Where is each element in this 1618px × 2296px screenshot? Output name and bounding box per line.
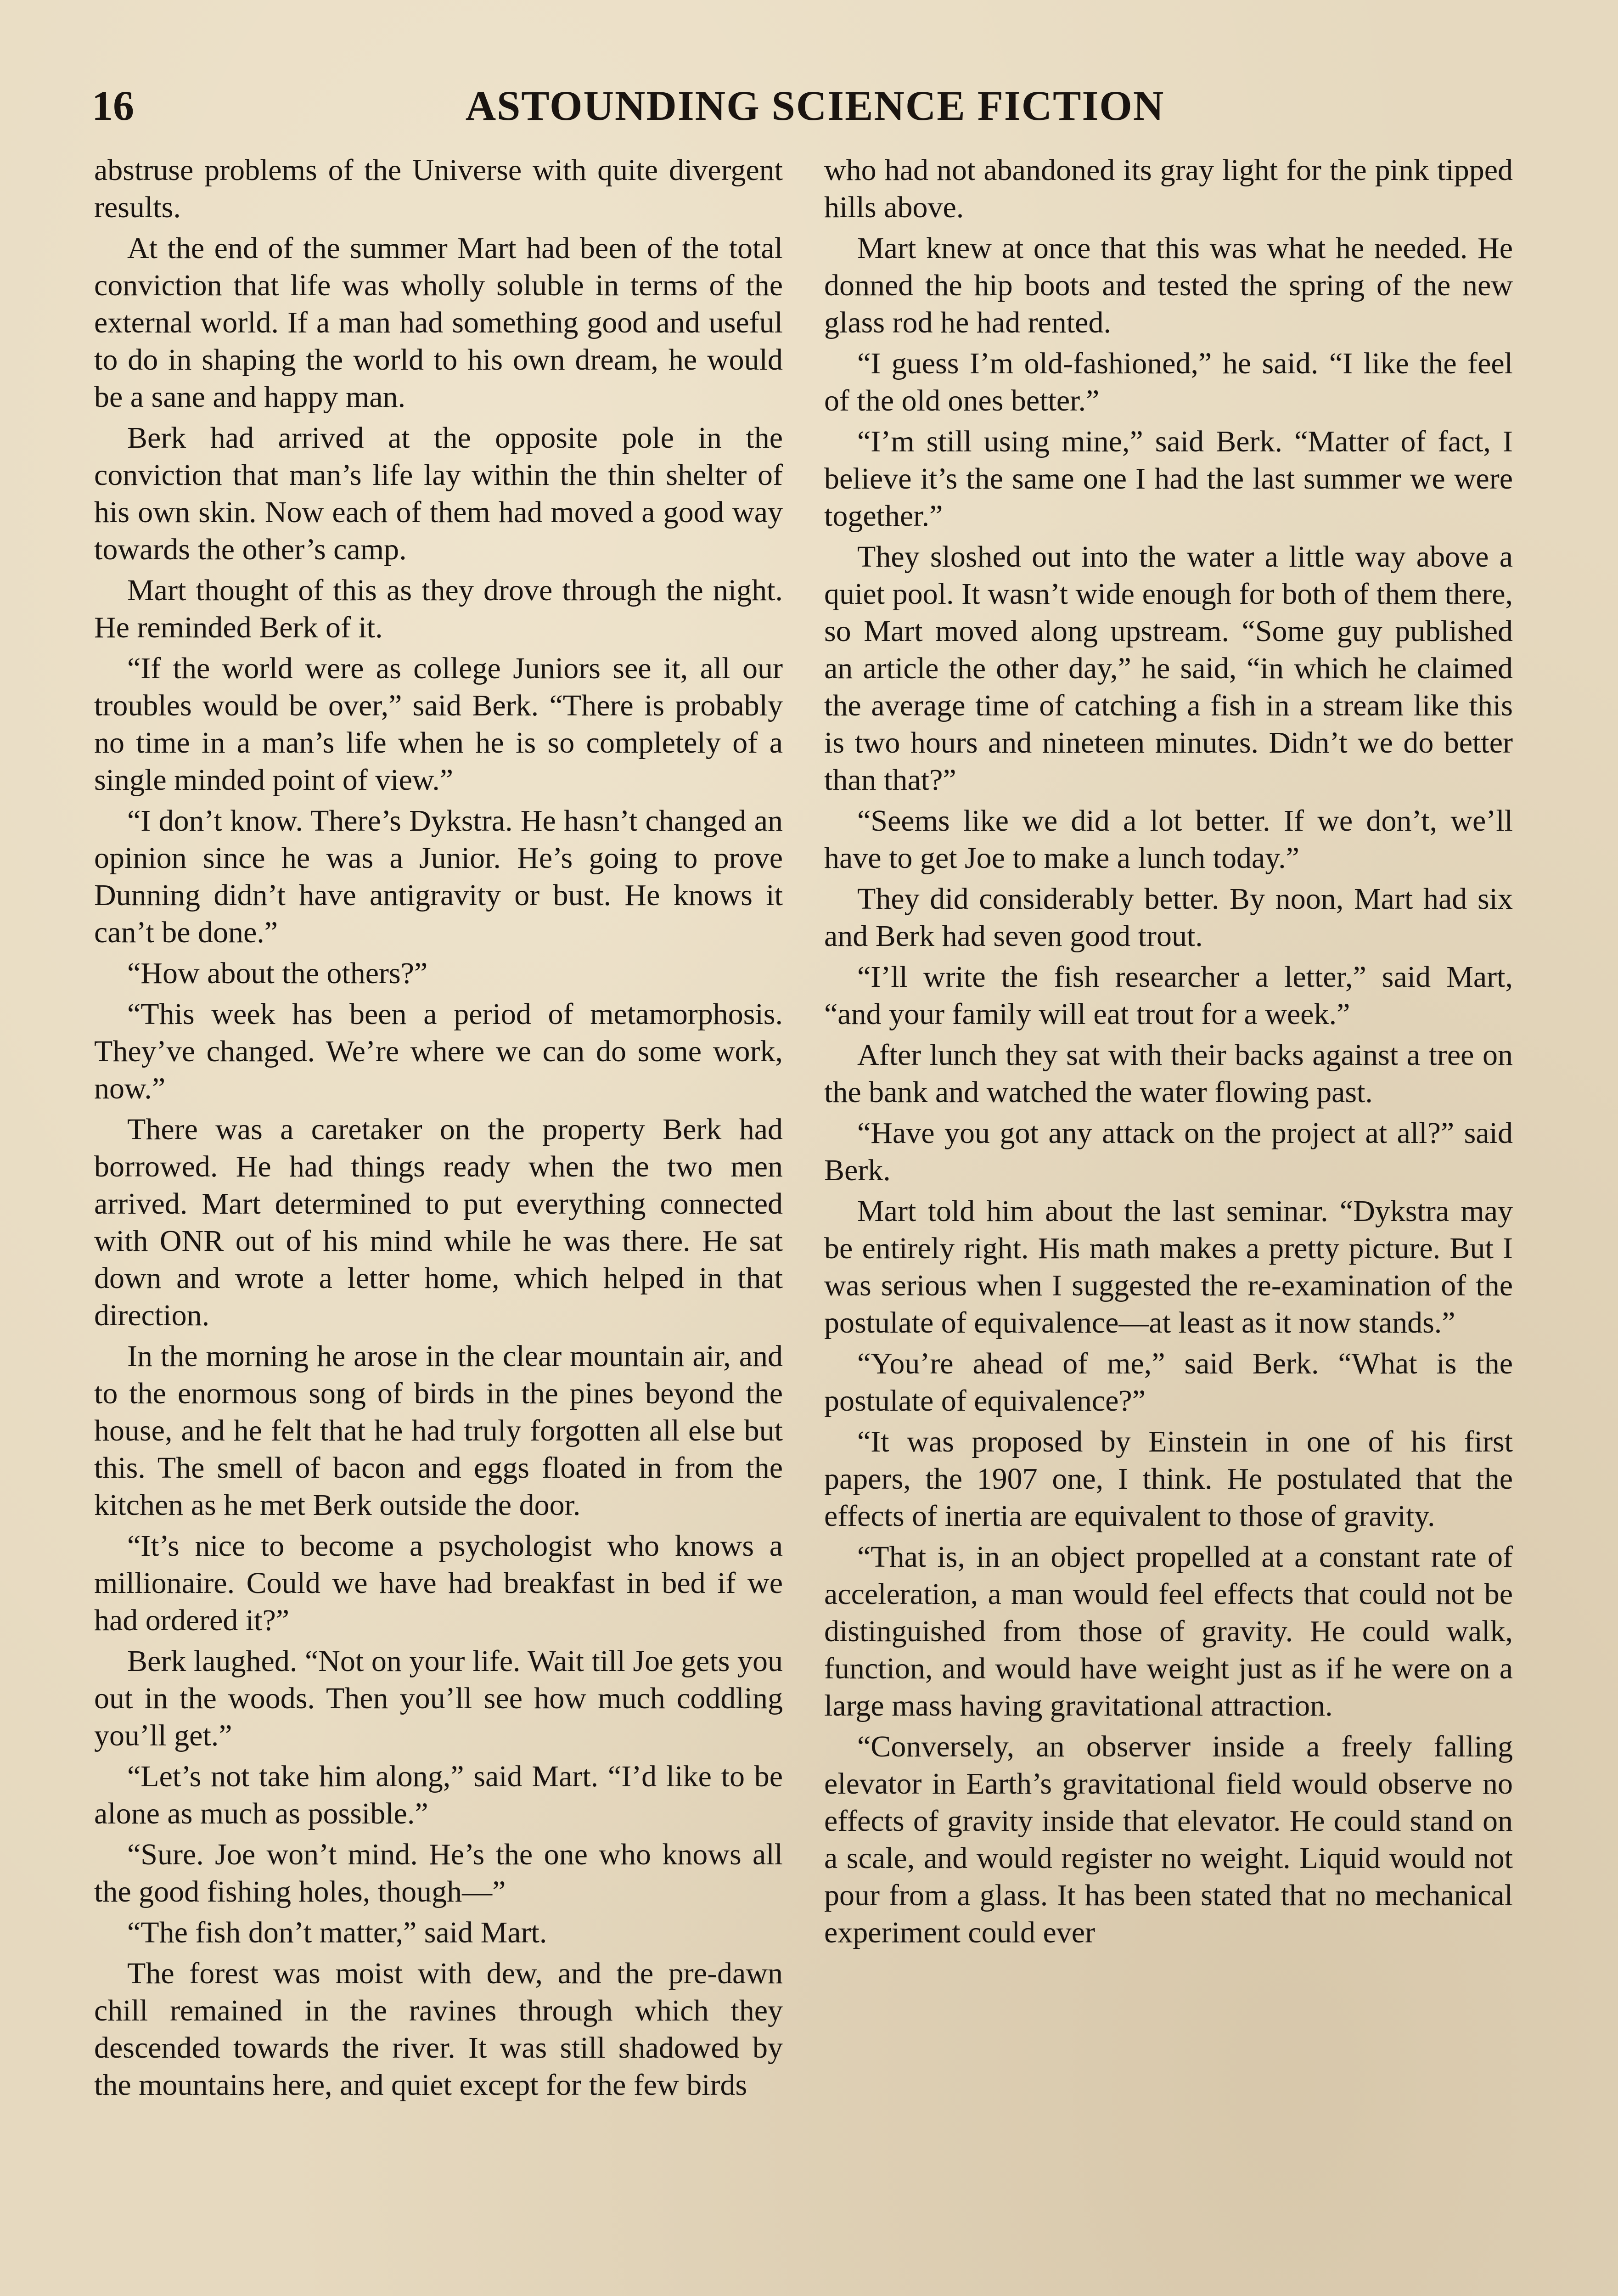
paragraph: Berk had arrived at the opposite pole in the conviction that man’s life lay within the thin shelter of his own skin. Now each of them had moved a good way towards the other’s camp.: [94, 421, 783, 566]
paragraph: “The fish don’t matter,” said Mart.: [127, 1916, 547, 1949]
paragraph: “I’ll write the fish researcher a letter,” said Mart, “and your family will eat trout for a week.”: [824, 960, 1513, 1031]
paragraph: “If the world were as college Juniors see it, all our troubles would be over,” said Berk. “There is probably no time in a man’s life when he is so completely of a single minded point of view.”: [94, 652, 783, 797]
paragraph: “That is, in an object propelled at a constant rate of acceleration, a man would feel effects that could not be distinguished from those of gravity. He could walk, function, and would have weight just as if he were on a large mass having gravitational attraction.: [824, 1540, 1513, 1722]
paragraph: who had not abandoned its gray light for the pink tipped hills above.: [824, 153, 1513, 224]
paragraph: At the end of the summer Mart had been of the total conviction that life was wholly soluble in terms of the external world. If a man had something good and useful to do in shaping the world to his own dream, he would be a sane and happy man.: [94, 231, 783, 414]
paragraph: Mart thought of this as they drove through the night. He reminded Berk of it.: [94, 574, 783, 644]
paragraph: “Have you got any attack on the project at all?” said Berk.: [824, 1116, 1513, 1187]
paragraph: “I don’t know. There’s Dykstra. He hasn’t changed an opinion since he was a Junior. He’s going to prove Dunning didn’t have antigravity or bust. He knows it can’t be done.”: [94, 804, 783, 949]
paragraph: abstruse problems of the Universe with quite divergent results.: [94, 153, 783, 224]
paragraph: “You’re ahead of me,” said Berk. “What is the postulate of equivalence?”: [824, 1347, 1513, 1418]
paragraph: The forest was moist with dew, and the pre-dawn chill remained in the ravines through which they descended towards the river. It was still shadowed by the mountains here, and quiet except for the few birds: [94, 1957, 783, 2102]
paragraph: Berk laughed. “Not on your life. Wait till Joe gets you out in the woods. Then you’ll see how much coddling you’ll get.”: [94, 1644, 783, 1752]
paragraph: They sloshed out into the water a little way above a quiet pool. It wasn’t wide enough for both of them there, so Mart moved along upstream. “Some guy published an article the other day,” he said, “in which he claimed the average time of catching a fish in a stream like this is two hours and nineteen minutes. Didn’t we do better than that?”: [824, 540, 1513, 797]
paragraph: “Conversely, an observer inside a freely falling elevator in Earth’s gravitational field would observe no effects of gravity inside that elevator. He could stand on a scale, and would register no weight. Liquid would not pour from a glass. It has been stated that no mechanical experiment could ever: [824, 1730, 1513, 1949]
paragraph: After lunch they sat with their backs against a tree on the bank and watched the water flowing past.: [824, 1038, 1513, 1109]
right-column: [824, 152, 1513, 2296]
paragraph: Mart told him about the last seminar. “Dykstra may be entirely right. His math makes a pretty picture. But I was serious when I suggested the re-examination of the postulate of equivalence—at least as it now stands.”: [824, 1194, 1513, 1339]
paragraph: They did considerably better. By noon, Mart had six and Berk had seven good trout.: [824, 882, 1513, 953]
paragraph: “How about the others?”: [127, 957, 428, 990]
paragraph: There was a caretaker on the property Berk had borrowed. He had things ready when the two men arrived. Mart determined to put everything connected with ONR out of his mind while he was there. He sat down and wrote a letter home, which helped in that direction.: [94, 1113, 783, 1332]
running-title: ASTOUNDING SCIENCE FICTION: [465, 82, 1165, 129]
paragraph: “This week has been a period of metamorphosis. They’ve changed. We’re where we can do some work, now.”: [94, 997, 783, 1105]
page-header: [92, 78, 1538, 133]
paragraph: “I’m still using mine,” said Berk. “Matter of fact, I believe it’s the same one I had the last summer we were together.”: [824, 425, 1513, 533]
left-column: [94, 152, 783, 2296]
paragraph: “Let’s not take him along,” said Mart. “I’d like to be alone as much as possible.”: [94, 1760, 783, 1830]
paragraph: “Sure. Joe won’t mind. He’s the one who knows all the good fishing holes, though—”: [94, 1838, 783, 1908]
paragraph: “It was proposed by Einstein in one of his first papers, the 1907 one, I think. He postulated that the effects of inertia are equivalent to those of gravity.: [824, 1425, 1513, 1533]
paragraph: Mart knew at once that this was what he needed. He donned the hip boots and tested the spring of the new glass rod he had rented.: [824, 231, 1513, 339]
paragraph: “Seems like we did a lot better. If we don’t, we’ll have to get Joe to make a lunch today.”: [824, 804, 1513, 875]
paragraph: “It’s nice to become a psychologist who knows a millionaire. Could we have had breakfast in bed if we had ordered it?”: [94, 1529, 783, 1637]
paragraph: “I guess I’m old-fashioned,” he said. “I like the feel of the old ones better.”: [824, 347, 1513, 417]
page-number: 16: [92, 82, 134, 129]
paragraph: In the morning he arose in the clear mountain air, and to the enormous song of birds in the pines beyond the house, and he felt that he had truly forgotten all else but this. The smell of bacon and eggs floated in from the kitchen as he met Berk outside the door.: [94, 1339, 783, 1522]
